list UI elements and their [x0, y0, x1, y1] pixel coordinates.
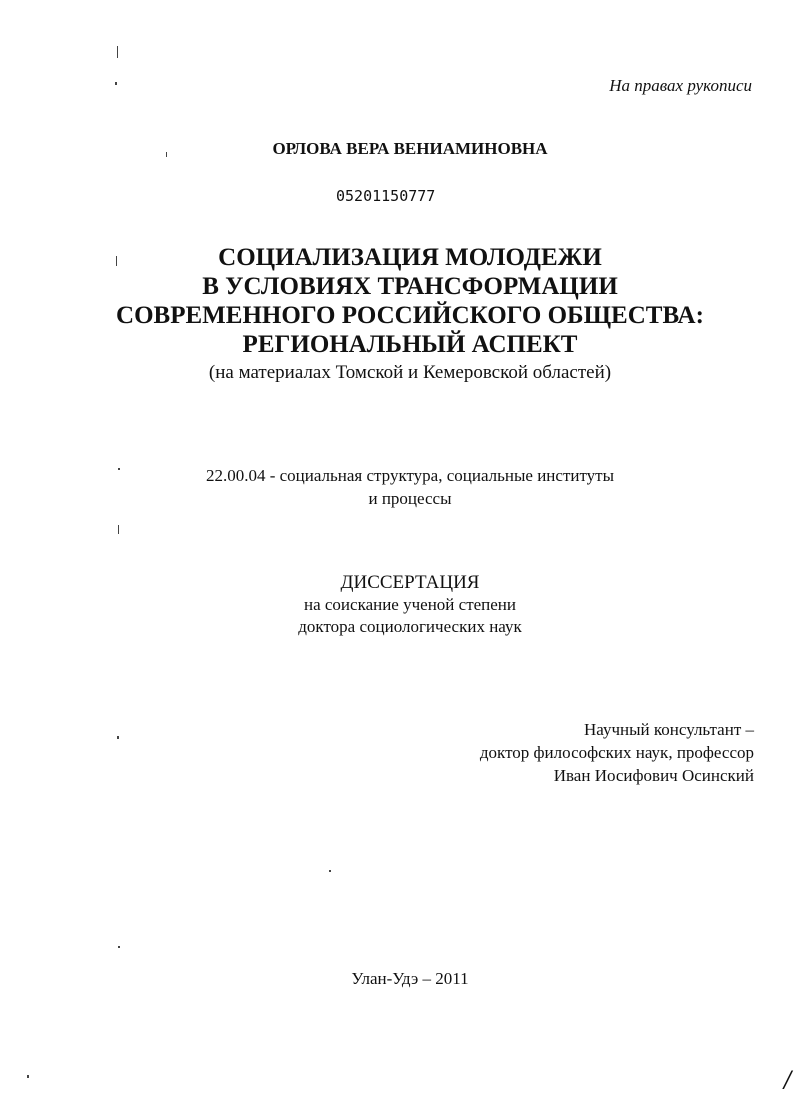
scan-speck: [117, 46, 118, 58]
title-line: СОВРЕМЕННОГО РОССИЙСКОГО ОБЩЕСТВА:: [116, 302, 704, 329]
inventory-number: 05201150777: [336, 187, 436, 205]
advisor-name: Иван Иосифович Осинский: [553, 766, 754, 785]
title-line: СОЦИАЛИЗАЦИЯ МОЛОДЕЖИ: [218, 244, 602, 271]
scan-speck: [118, 946, 120, 948]
manuscript-note: На правах рукописи: [609, 76, 752, 95]
degree-line: на соискание ученой степени: [303, 595, 517, 614]
dissertation-title: [0, 243, 794, 386]
author-name: ОРЛОВА ВЕРА ВЕНИАМИНОВНА: [272, 139, 548, 158]
advisor-role: Научный консультант –: [584, 720, 754, 739]
scan-speck: [166, 152, 167, 157]
scan-speck: [329, 870, 331, 872]
scan-speck: [118, 468, 120, 470]
specialty-line: и процессы: [368, 489, 452, 508]
scan-speck: [115, 82, 117, 85]
degree-line: доктора социологических наук: [298, 617, 522, 636]
scientific-advisor: [480, 718, 754, 787]
specialty-code: [0, 464, 794, 510]
place-year: Улан-Удэ – 2011: [351, 969, 469, 988]
title-subtitle: (на материалах Томской и Кемеровской областей): [208, 362, 612, 383]
scan-mark: /: [784, 1068, 792, 1093]
degree-statement: [0, 571, 794, 638]
scan-speck: [116, 256, 117, 266]
title-line: В УСЛОВИЯХ ТРАНСФОРМАЦИИ: [202, 273, 618, 300]
specialty-line: 22.00.04 - социальная структура, социальные институты: [205, 466, 615, 485]
scan-speck: [118, 525, 119, 534]
scan-speck: [27, 1075, 29, 1078]
scan-speck: [117, 736, 119, 739]
dissertation-label: ДИССЕРТАЦИЯ: [340, 572, 480, 593]
title-line: РЕГИОНАЛЬНЫЙ АСПЕКТ: [242, 331, 578, 358]
advisor-degree: доктор философских наук, профессор: [479, 743, 754, 762]
